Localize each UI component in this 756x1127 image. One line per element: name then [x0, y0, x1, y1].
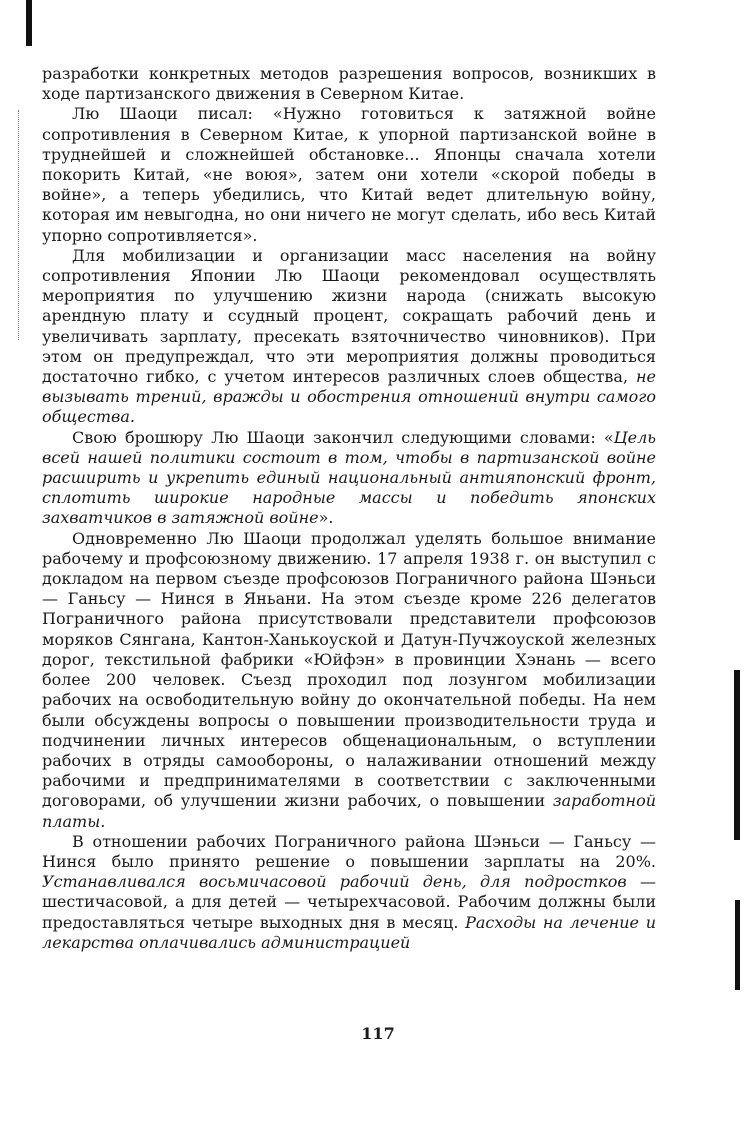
scan-edge-mark	[26, 0, 32, 46]
paragraph-4-open: Свою брошюру Лю Шаоци закончил следующими словами: «	[72, 427, 614, 447]
paragraph-1-text: разработки конкретных методов разрешения вопросов, возникших в ходе партизанского движения в Северном Китае.	[42, 64, 656, 104]
paragraph-6-text-a: В отношении рабочих Пограничного района Шэньси — Ганьсу — Нинся было принято решение о повышении зарплаты на 20%.	[42, 831, 656, 871]
paragraph-3	[42, 246, 656, 428]
paragraph-3-emphasis: не вызывать трений, вражды и обострения отношений внутри самого общества.	[42, 367, 656, 427]
scan-edge-mark-right	[734, 670, 740, 840]
paragraph-6	[42, 832, 656, 953]
paragraph-4-quote: Цель всей нашей политики состоит в том, чтобы в партизанской войне расширить и укрепить единый национальный антияпонский фронт, сплотить широкие народные массы и победить японских захватчиков в затяжной войне	[42, 427, 656, 528]
paragraph-6-text-b: — шестичасовой, а для детей — четырехчасовой. Рабочим должны были предоставляться четыре выходных дня в месяц.	[42, 872, 656, 932]
paragraph-6-emphasis-b: Расходы на лечение и лекарства оплачивались администрацией	[42, 912, 656, 952]
paragraph-5-emphasis: заработной платы.	[42, 791, 656, 831]
paragraph-1	[42, 64, 656, 104]
page-body	[42, 64, 656, 953]
paragraph-2-text: Лю Шаоци писал: «Нужно готовиться к затяжной войне сопротивления в Северном Китае, к упорной партизанской войне в труднейшей и сложнейшей обстановке... Японцы сначала хотели покорить Китай, «не воюя», затем они хотели «скорой победы в войне», а теперь убедились, что Китай ведет длительную войну, которая им невыгодна, но они ничего не могут сделать, ибо весь Китай упорно сопротивляется».	[42, 104, 656, 245]
scan-edge-mark-right-lower	[735, 900, 740, 990]
paragraph-3-text: Для мобилизации и организации масс населения на войну сопротивления Японии Лю Шаоци рекомендовал осуществлять мероприятия по улучшению жизни народа (снижать высокую арендную плату и ссудный процент, сокращать рабочий день и увеличивать зарплату, пресекать взяточничество чиновников). При этом он предупреждал, что эти мероприятия должны проводиться достаточно гибко, с учетом интересов различных слоев общества,	[42, 245, 656, 387]
paragraph-5-text: Одновременно Лю Шаоци продолжал уделять большое внимание рабочему и профсоюзному движению. 17 апреля 1938 г. он выступил с докладом на первом съезде профсоюзов Пограничного района Шэньси — Ганьсу — Нинся в Яньани. На этом съезде кроме 226 делегатов Пограничного района присутствовали представители профсоюзов моряков Сянгана, Кантон-Ханькоуской и Датун-Пучжоуской железных дорог, текстильной фабрики «Юйфэн» в провинции Хэнань — всего более 200 человек. Съезд проходил под лозунгом мобилизации рабочих на освободительную войну до окончательной победы. На нем были обсуждены вопросы о повышении производительности труда и подчинении личных интересов общенациональным, о вступлении рабочих в отряды самообороны, о налаживании отношений между рабочими и предпринимателями в соответствии с заключенными договорами, об улучшении жизни рабочих, о повышении	[42, 528, 656, 811]
paragraph-2	[42, 104, 656, 245]
paragraph-6-emphasis-a: Устанавливался восьмичасовой рабочий день, для подростков	[42, 872, 627, 892]
page-number: 117	[361, 1024, 395, 1043]
paragraph-4-close: ».	[318, 508, 334, 528]
margin-scan-noise	[18, 110, 21, 340]
paragraph-5	[42, 529, 656, 832]
paragraph-4	[42, 428, 656, 529]
